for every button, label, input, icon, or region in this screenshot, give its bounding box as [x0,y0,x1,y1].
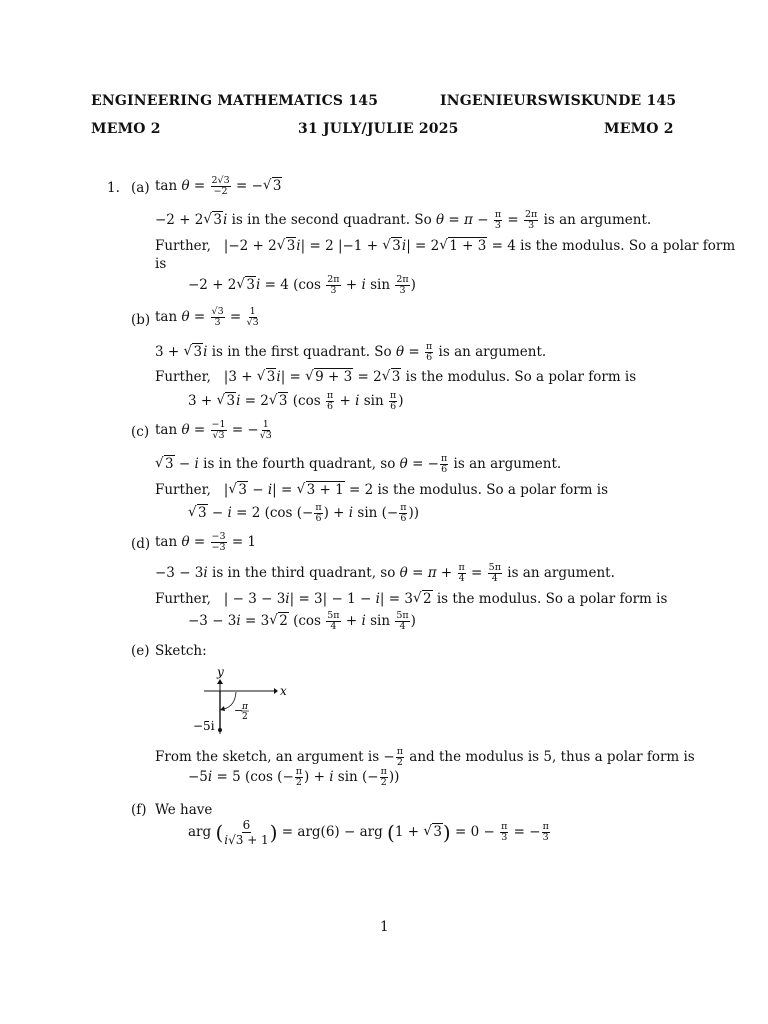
part-d-tan: tan θ = $\frac{-3}{-3}$ = 1 [155,531,257,553]
part-b-tan: tan θ = $\frac{√3}{3}$ = $\frac{1}{√3}$ [155,306,259,328]
question-number: 1. [107,180,120,196]
page-number: 1 [380,919,389,935]
point-label: −5i [193,719,215,733]
part-a-line3: Further, |−2 + 2√ 3i| = 2 |−1 + √ 3i| = 2√ 1 + 3 = 4 is the modulus. So a polar form [155,238,735,254]
part-b-line3: Further, |3 + √ 3i| = √ 9 + 3 = 2√ 3 is the modulus. So a polar form is [155,369,636,385]
part-f-equation: arg ( $\frac{6}{i√3 + 1}$ ) = arg(6) − arg (1 + √ 3) = 0 − $\frac{\pi}{3}$ = − $\frac{\pi}{3}$ [188,818,551,847]
part-a-label: (a) [131,180,150,196]
part-e-line2: From the sketch, an argument is − $\frac{\pi}{2}$ and the modulus is 5, thus a polar form is [155,746,695,768]
part-d-label: (d) [131,536,151,552]
part-c-polar: √ 3 − i = 2 (cos (− $\frac{\pi}{6}$ ) + i sin (− $\frac{\pi}{6}$ )) [188,503,419,524]
part-c-tan: tan θ = $\frac{-1}{√3}$ = − $\frac{1}{√3}$ [155,419,272,441]
part-e-label: (e) [131,643,150,659]
axis-y-label: y [217,665,224,679]
x-axis-arrow [274,688,278,694]
angle-arc-arrow [220,706,225,711]
part-a-polar: −2 + 2√ 3i = 4 (cos $\frac{2\pi}{3}$ + i sin $\frac{2\pi}{3}$ ) [188,275,416,296]
part-b-polar: 3 + √ 3i = 2√ 3 (cos $\frac{\pi}{6}$ + i sin $\frac{\pi}{6}$ ) [188,391,404,412]
part-c-line3: Further, |√ 3 − i| = √ 3 + 1 = 2 is the modulus. So a polar form is [155,482,608,498]
angle-label: − [234,704,244,717]
part-f-label: (f) [131,802,147,818]
part-e-sketch-label: Sketch: [155,643,207,659]
part-c-line2: √ 3 − i is in the fourth quadrant, so θ = − $\frac{\pi}{6}$ is an argument. [155,454,561,475]
part-d-line3: Further, | − 3 − 3i| = 3| − 1 − i| = 3√ 2 is the modulus. So a polar form is [155,591,667,607]
angle-label-den: 2 [242,712,248,722]
part-e-polar: −5i = 5 (cos (− $\frac{\pi}{2}$ ) + i sin (− $\frac{\pi}{2}$ )) [188,766,400,788]
argand-sketch [190,662,300,742]
memo-label-right: MEMO 2 [604,121,674,137]
part-d-polar: −3 − 3i = 3√ 2 (cos $\frac{5\pi}{4}$ + i sin $\frac{5\pi}{4}$ ) [188,611,416,632]
angle-label-num: π [242,702,248,712]
memo-date: 31 JULY/JULIE 2025 [298,121,459,137]
part-f-we-have: We have [155,802,213,818]
part-b-line2: 3 + √ 3i is in the first quadrant. So θ = $\frac{\pi}{6}$ is an argument. [155,342,546,363]
course-title-en: ENGINEERING MATHEMATICS 145 [91,93,379,109]
part-a-is: is [155,256,167,272]
point-minus-5i [218,728,222,732]
part-d-line2: −3 − 3i is in the third quadrant, so θ = π + $\frac{\pi}{4}$ = $\frac{5\pi}{4}$ is an argument. [155,562,615,584]
part-a-tan: tan θ = $\frac{2√3}{-2}$ = −√ 3 [155,176,282,197]
y-axis-arrow [217,679,223,684]
axis-x-label: x [280,684,287,698]
part-c-label: (c) [131,424,150,440]
part-a-line2: −2 + 2√ 3i is in the second quadrant. So θ = π − $\frac{\pi}{3}$ = $\frac{2\pi}{3}$ is an argument. [155,210,651,231]
part-b-label: (b) [131,312,151,328]
course-title-af: INGENIEURSWISKUNDE 145 [440,93,677,109]
memo-label-left: MEMO 2 [91,121,161,137]
